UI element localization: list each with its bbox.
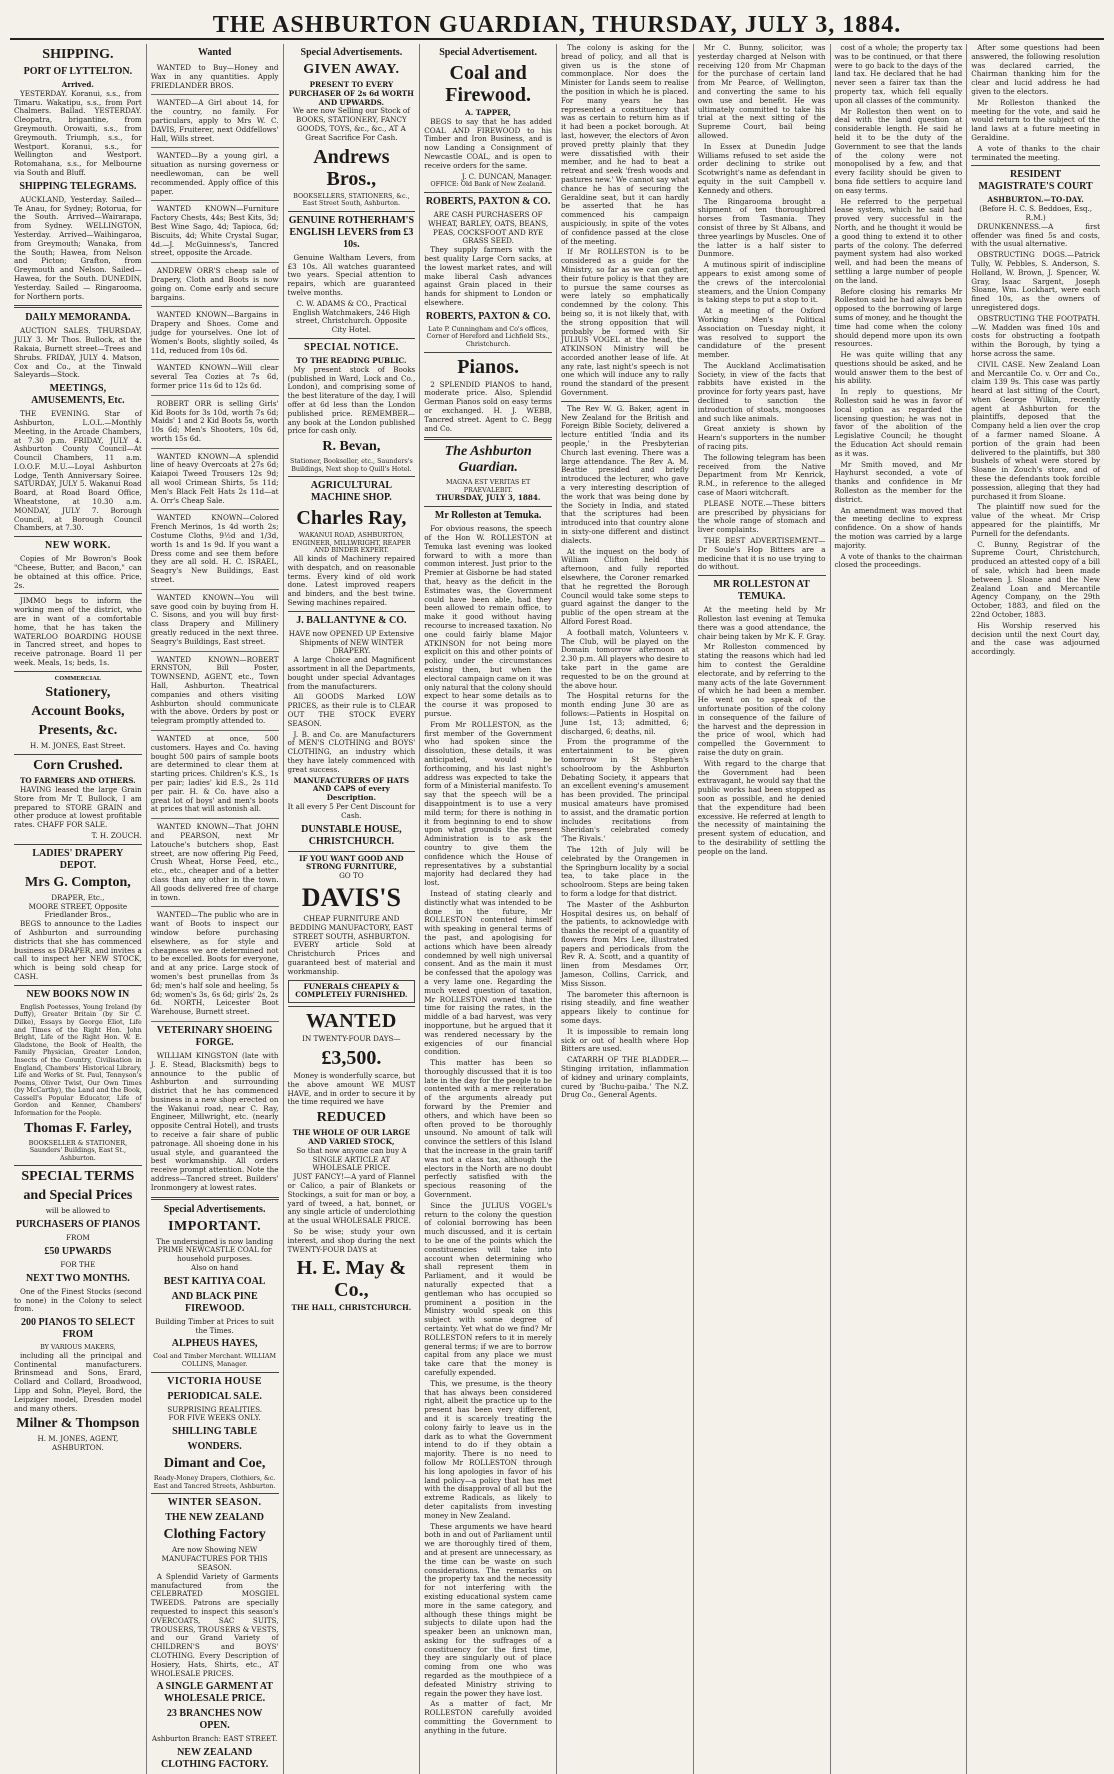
news-paragraph: At the meeting held by Mr Rolleston last evening at Temuka there was a good attendance, the chair being taken by Mr K. F. Gray. — [697, 605, 826, 641]
column-6 — [694, 44, 831, 1774]
next-months-label: NEXT TWO MONTHS. — [25, 1272, 130, 1284]
ladies-heading: LADIES' DRAPERY DEPOT. — [32, 847, 124, 871]
article-paragraph: As a matter of fact, Mr ROLLESTON carefully avoided committing the Government to anything in the future. — [424, 1699, 552, 1735]
news-paragraph: Before closing his remarks Mr Rolleston said he had always been opposed to the borrowing of large sums of money, and he thought the time had come when the colony should depend more upon its own resources. — [834, 286, 963, 349]
court-before: (Before H. C. S. Beddoes, Esq., R.M.) — [979, 204, 1093, 222]
article-paragraph: From Mr ROLLESTON, as the first member of the Government who had spoken since the dissolution, these details, it was anticipated, would be forthcoming, and his last night's address was expected to take the form of a Ministerial manifesto. To say that the speech will be a disappointment is to use a very mild term; for there is nothing in it from beginning to end to show upon what grounds the present Administration is to ask the country to give them the confidence which the House of representatives by a substantial majority had declared they had lost. — [424, 719, 552, 888]
jones-name: H. M. JONES, East Street. — [30, 741, 126, 751]
single-label: A SINGLE GARMENT AT WHOLESALE PRICE. — [156, 1681, 273, 1705]
news-paragraph: A football match, Volunteers v. The Club, will be played on the Domain tomorrow afternoon at 2.30 p.m. All players who desire to take part in the game are requested to be on the ground at the above hour. — [561, 627, 689, 690]
column-7 — [831, 44, 968, 1774]
memoranda-text: AUCTION SALES. THURSDAY, JULY 3. Mr Thos. Bullock, at the Rakaia, Burnett street—Trees and Shrubs. FRIDAY, JULY 4. Matson, Cox and Co., at the Tinwald Saleyards—Stock. — [14, 326, 142, 380]
bevan-heading: R. Bevan, — [322, 439, 381, 455]
ballantyne-heading: J. BALLANTYNE & CO. — [296, 614, 407, 626]
funerals-box: FUNERALS CHEAPLY & COMPLETELY FURNISHED. — [288, 980, 416, 1004]
farley-sub: BOOKSELLER & STATIONER, Saunders' Buildings, East St., Ashburton. — [28, 1138, 128, 1162]
reading-label: TO THE READING PUBLIC. — [296, 355, 407, 365]
hall-label: THE HALL, CHRISTCHURCH. — [291, 1303, 412, 1313]
draper-label: DRAPER, Etc., — [51, 892, 105, 902]
news-paragraph: The Rev W. G. Baker, agent in New Zealand for the British and Foreign Bible Society, delivered a lecture entitled 'India and its people,' in the Presbyterian Church last evening. There was a large attendance. The Rev A. M. Beattie presided and briefly introduced the lecturer, who gave a very interesting description of the work that was being done by the Society in India, and stated that the scriptures had been introduced into that country alone in sixty-one different and distinct dialects. — [561, 403, 689, 545]
thenew-label: THE NEW ZEALAND — [165, 1512, 264, 1524]
ray-heading: Charles Ray, — [296, 507, 407, 530]
makers-label: BY VARIOUS MAKERS, — [40, 1343, 116, 1352]
watch-text: Genuine Waltham Levers, from £3 10s. All watches guaranteed two years. Special attention to repairs, which are guaranteed twelve months. — [287, 252, 416, 297]
special-ads-heading: Special Advertisements. — [163, 1203, 266, 1215]
zouch-name: T. H. ZOUCH. — [91, 831, 142, 840]
finest-text: One of the Finest Stocks (second to none) in the Colony to select from. — [14, 1286, 142, 1314]
reduced-heading: REDUCED — [316, 1110, 386, 1126]
single-article-label: So that now anyone can buy A SINGLE ARTICLE AT WHOLESALE PRICE. — [296, 1145, 407, 1173]
news-paragraph: The Hospital returns for the month ending June 30 are as follows:—Patients in Hospital on June 1st, 13; admitted, 6; discharged, 6; deaths, nil. — [561, 691, 689, 736]
article-paragraph: This matter has been so thoroughly discussed that it is too late in the day for the people to be contented with a mere reiteration of the arguments already put forward by the Premier and others, and which have been so often proved to be thoroughly unsound. No amount of talk will convince the settlers of this Island that the increase in the grain tariff was not a class tax, although the electors in the North are no doubt perfectly satisfied with the specious reasoning of the Government. — [424, 1058, 552, 1200]
court-location: ASHBURTON.—TO-DAY. — [987, 195, 1084, 205]
purchasers-label: PURCHASERS OF PIANOS — [15, 1219, 140, 1231]
allowed-label: will be allowed to — [45, 1206, 110, 1216]
notice-heading: SPECIAL NOTICE. — [304, 341, 399, 353]
special-prices-heading: and Special Prices — [23, 1188, 133, 1204]
ray-sub: WAKANUI ROAD, ASHBURTON, ENGINEER, MILLWRIGHT, REAPER AND BINDER EXPERT. — [292, 531, 411, 555]
from-label: FROM — [66, 1233, 90, 1243]
bevan-sub: Stationer, Bookseller, etc., Saunders's Buildings, Next shop to Quill's Hotel. — [289, 457, 413, 473]
delivery-label: Building Timber at Prices to suit the Times. — [155, 1316, 274, 1335]
vet-heading: VETERINARY SHOEING FORGE. — [156, 1024, 273, 1048]
columns — [10, 43, 1104, 1771]
paxton-heading: ROBERTS, PAXTON & CO. — [425, 195, 551, 207]
tapper-text: BEGS to say that he has added COAL AND FIREWOOD to his Timber and Iron Business, and is now Landing a Consignment of Newcastle COAL, and is open to receive orders for the same. — [424, 116, 552, 170]
wanted-ad: ANDREW ORR'S cheap sale of Drapery, Cloth and Boots is now going on. Come early and secure bargains. — [151, 265, 279, 307]
victoria-heading: VICTORIA HOUSE — [167, 1375, 263, 1387]
column-8 — [967, 44, 1104, 1774]
vet-text: WILLIAM KINGSTON (late with J. E. Stead, Blacksmith) begs to announce to the public of Ashburton and surrounding district that he has commenced business in a new shop erected on the Wakanui road, near C. Ray, Engineer, Millwright, etc. (nearly opposite Central Hotel), and trusts to receive a fair share of public patronage. All shoeing done in his usual style, and guaranteed the best workmanship. All orders receive prompt attention. Note the address—Tancred street. Builders' Ironmongery at lowest rates. — [150, 1050, 279, 1192]
news-paragraph: PLEASE NOTE.—These bitters are prescribed by physicians for the whole range of stomach and liver complaints. — [697, 498, 826, 535]
news-paragraph: The colony is asking for the bread of policy, and all that is given us is the stone of commonplace. Nor does the Minister for Lands seem to realise the position in which he is placed. For many years he has represented a constituency that was as certain to return him as if it had been a pocket borough. At last, however, the electors of Avon proved pretty plainly that they were dissatisfied with their member, and he had to beat a retreat and seek 'fresh woods and pastures new.' We cannot say what chance he has of securing the Geraldine seat, but it can hardly be asserted that he has commenced his campaign auspiciously, in spite of the votes of confidence passed at the close of the meeting. — [561, 43, 689, 246]
pianos-select-label: 200 PIANOS TO SELECT FROM — [20, 1317, 135, 1341]
court-paragraph: His Worship reserved his decision until the next Court day, and the case was adjourned accordingly. — [971, 620, 1100, 657]
motto: MAGNA EST VERITAS ET PRAEVALEBIT. — [445, 478, 531, 494]
column-3 — [284, 44, 421, 1774]
mfrs-label: MANUFACTURERS OF HATS AND CAPS of every Description. — [293, 775, 410, 803]
winter-heading: WINTER SEASON. — [167, 1497, 262, 1509]
column-5 — [557, 44, 694, 1774]
news-paragraph: Mr Rolleston then went on to deal with the land question at considerable length. He said he held it to be the duty of the Government to see that the lands of the colony were not monopolised by a few, and that every facility should be given to bona fide settlers to acquire land on easy terms. — [834, 106, 963, 195]
article-title: Mr Rolleston at Temuka. — [434, 510, 542, 522]
also-label: Also on hand — [191, 1263, 239, 1273]
books-text: English Poetesses, Young Ireland (by Duffy), Greater Britain (by Sir C. Dilke), Essays by George Eliot, Life and Times of the Right Hon. John Bright, Life of the Right Hon. W. E. Gladstone, the Book of Health, the Family Physician, Greater London, Insects of the Country, Civilisation in England, Chambers' Historical Library, Life and Works of St. Paul, Tennyson's Poems, Oliver Twist, Our Own Times (by McCarthy), the Land and the Book, Cassell's Popular Educator, Life of Gordon and Kenner, Chambers' Information for the People. — [14, 1002, 142, 1118]
shipping-heading: SHIPPING. — [42, 47, 114, 62]
news-paragraph: At the inquest on the body of William Clifton held this afternoon, and fully reported elsewhere, the Coroner remarked that he regretted the Borough Council would take some steps to guard against the danger to the public of the open stream at the Alford Forest Road. — [561, 546, 689, 626]
rolleston-heading: MR ROLLESTON AT TEMUKA. — [713, 579, 810, 603]
court-heading: RESIDENT MAGISTRATE'S COURT — [978, 169, 1093, 193]
article-paragraph: This, we presume, is the theory that has always been considered right, albeit the practice up to the present has been very different, and it is scarcely treating the colony fairly to leave us in the dark as to what the Government intend to do if they obtain a majority. There is no need to follow Mr ROLLESTON through his long apologies in favor of his land policy—a policy that has met with the disapproval of all but the extreme Radicals, as likely to deter capitalists from investing money in New Zealand. — [424, 1378, 552, 1520]
news-paragraph: With regard to the charge that the Government had been extravagant, he would say that the public works had been stopped as soon as possible, and he denied that the expenditure had been excessive. He referred at length to the necessity of maintaining the present system of education, and to the desirability of settling the people on the land. — [697, 758, 826, 856]
paxton2-heading: ROBERTS, PAXTON & CO. — [425, 310, 551, 322]
surprising-label: SURPRISING REALITIES. — [167, 1404, 263, 1414]
news-paragraph: An amendment was moved that the meeting decline to express confidence. On a show of hands the motion was carried by a large majority. — [834, 505, 963, 550]
dimant-heading: Dimant and Coe, — [163, 1456, 266, 1472]
news-paragraph: cost of a whole; the property tax was to be continued, or that there were to go back to the days of the land tax. He declared that he had never seen a fairer tax than the property tax, which fell equally upon all classes of the community. — [834, 43, 963, 105]
makers-text: including all the principal and Continental manufacturers. Brinsmead and Sons, Erard, Collard and Collard, Broadwood, Lipp and Sohn, Pleyel, Bord, the Leipziger model, Dresden model and many others. — [14, 1350, 142, 1413]
fancy-text: JUST FANCY!—A yard of Flannel or Calico, a pair of Blankets or Stockings, a suit for man or boy, a yard of tweed, a hat, bonnet, or any single article of underclothing at the usual WHOLESALE PRICE. — [287, 1172, 416, 1226]
wanted-ad: WANTED KNOWN—Furniture Factory Chests, 44s; Best Kits, 3d; Best Wine Sago, 4d; Tapioca, 6d; Biscuits, 4d; White Crystal Sugar, 4d.—J. McGuinness's, Tancred street, opposite the Arcade. — [151, 203, 279, 263]
genuine-heading: GENUINE ROTHERHAM'S ENGLISH LEVERS from £3 10s. — [288, 214, 415, 250]
andrews-heading: Andrews Bros., — [313, 145, 390, 190]
davis-sub: CHEAP FURNITURE AND BEDDING MANUFACTORY, EAST STREET SOUTH, ASHBURTON. — [289, 913, 414, 941]
news-paragraph: If Mr ROLLESTON is to be considered as a guide for the Ministry, so far as we can gather, their future policy is that they are to pursue the same courses as were lately so emphatically condemned by the colony. This being so, it is not likely that, with the strong opposition that will probably be formed with Sir JULIUS VOGEL at the head, the ATKINSON Ministry will be accorded another lease of life. At any rate, last night's speech is not one which will induce any to rally round the standard of the present Government. — [561, 247, 689, 398]
news-paragraph: The Auckland Acclimatisation Society, in view of the facts that rabbits have existed in the province for forty years past, have declined to sanction the introduction of stoats, mongooses and such like animals. — [697, 360, 826, 423]
wanted-ad: WANTED KNOWN—That JOHN and PEARSON, next Mr Latouche's butchers shop, East street, are now offering Pig Feed, Crush Wheat, Horse Feed, etc., etc., etc., cheaper and of a better class than any other in the town. All goods delivered free of charge in town. — [151, 821, 279, 907]
new-work-text: Copies of Mr Bowron's Book "Cheese, Butter, and Bacon," can be obtained at this office. Price, 2s. — [14, 554, 142, 590]
masthead: THE ASHBURTON GUARDIAN, THURSDAY, JULY 3, 1884. — [10, 10, 1104, 40]
news-paragraph: Mr Rolleston commenced by stating the reasons which had led him to contest the Geraldine electorate, and by referring to the many acts of the late Government of which he had been a member. He went on to speak of the unfortunate position of the colony in consequence of the failure of the harvest and the depression in the price of wool, which had compelled the Government to raise the duty on grain. — [697, 642, 826, 757]
fewweeks-label: FOR FIVE WEEKS ONLY. — [168, 1413, 261, 1423]
guardian-title: The Ashburton Guardian. — [444, 444, 532, 476]
ray-text: All kinds of Machinery repaired with despatch, and on reasonable terms. Every kind of old work done. Latest improved reapers and binders, and the best twine. Sewing machines repaired. — [287, 554, 416, 608]
paxton2-sub: Late P. Cunningham and Co's offices, Corner of Hereford and Lichfield Sts., Christchurch. — [426, 324, 550, 348]
may-heading: H. E. May & Co., — [296, 1257, 407, 1302]
dunstable-label: DUNSTABLE HOUSE, CHRISTCHURCH. — [301, 823, 402, 847]
given-heading: GIVEN AWAY. — [303, 62, 400, 77]
news-paragraph: From the programme of the entertainment to be given tomorrow in St Stephen's schoolroom by the Ashburton Debating Society, it appears that an excellent evening's amusement has been provided. The principal musical amateurs have promised to assist, and the dramatic portion includes recitations from Sheridan's celebrated comedy 'The Rivals.' — [561, 737, 689, 844]
court-paragraph: OBSTRUCTING DOGS.—Patrick Tully, W. Pebbles, S. Anderson, S. Holland, W. Brown, J. Spencer, W. Gray, Isaac Sargent, Joseph Sloane, Wm. Lockhart, were each fined 10s, as the owners of unregistered dogs. — [971, 250, 1100, 312]
news-paragraph: After some questions had been answered, the following resolution was declared carried, the Chairman thanking him for the clear and lucid address he had given to the electors. — [971, 43, 1100, 96]
commercial-label: COMMERCIAL — [54, 674, 102, 682]
special-ad-heading: Special Advertisement. — [439, 47, 537, 58]
news-paragraph: A mutinous spirit of indiscipline appears to exist among some of the crews of the intercolonial steamers, and the Union Company is taking steps to put a stop to it. — [697, 260, 826, 305]
court-paragraph: OBSTRUCTING THE FOOTPATH.—W. Madden was fined 10s and costs for obstructing a footpath within the Borough, by tying a horse across the same. — [971, 313, 1100, 358]
pine-label: AND BLACK PINE FIREWOOD. — [171, 1290, 258, 1314]
coal-heading: Coal and Firewood. — [445, 62, 531, 106]
coal-label: BEST KAITIYA COAL — [163, 1275, 266, 1287]
corn-heading: Corn Crushed. — [33, 758, 123, 774]
news-paragraph: A vote of thanks to the chair terminated the meeting. — [971, 143, 1100, 162]
wanted-ad: WANTED—By a young girl, a situation as nursing governess or needlewoman, can be well recommended. Apply office of this paper. — [151, 150, 279, 201]
clothing-heading: Clothing Factory — [163, 1527, 266, 1543]
paxton-sub: ARE CASH PURCHASERS OF WHEAT, BARLEY, OATS, BEANS, PEAS, COCKSFOOT AND RYE GRASS SEED. — [428, 209, 549, 246]
meetings-heading: MEETINGS, AMUSEMENTS, Etc. — [31, 383, 125, 407]
tapper-name: A. TAPPER, — [465, 108, 512, 117]
wanted-ad: WANTED—A Girl about 14, for the country, no family. For particulars, apply to Mrs W. C. DAVIS, Fruiterer, next Oddfellows' Hall, Wills street. — [151, 97, 279, 148]
collins-label: Coal and Timber Merchant. WILLIAM COLLINS, Manager. — [153, 1352, 277, 1369]
nzcf-label: NEW ZEALAND CLOTHING FACTORY. — [160, 1747, 269, 1771]
column-1 — [10, 44, 147, 1774]
court-paragraph: The plaintiff now sued for the value of the wheat. Mr Crisp appeared for the plaintiffs, Mr Purnell for the defendants. — [971, 502, 1100, 538]
news-paragraph: The Master of the Ashburton Hospital desires us, on behalf of the patients, to acknowledge with thanks the receipt of a quantity of flowers from Mrs Lee, illustrated papers and periodicals from the Rev R. A. Scott, and a quantity of linen from Mesdames Orr, Jameson, Collins, Carrick, and Miss Sisson. — [561, 899, 689, 988]
manufacture-text: J. B. and Co. are Manufacturers of MEN'S CLOTHING and BOYS' CLOTHING, an industry which they have lately commenced with great success. — [287, 729, 416, 774]
prices-text: All GOODS Marked LOW PRICES, as their rule is to CLEAR OUT THE STOCK EVERY SEASON. — [287, 692, 416, 728]
arrived-label: Arrived. — [61, 80, 94, 89]
article-paragraph: Instead of stating clearly and distinctly what was intended to be done in the future, Mr ROLLESTON contented himself with speaking in general terms of the past, and apologising for actions which have been already condemned by well nigh universal consent. And as the main it must be confessed that the apology was a very lame one. Regarding the much vexed question of taxation, Mr ROLLESTON owned that the time for raising the rates, in the middle of a bad harvest, was very inopportune, but he argued that it was rendered necessary by the exigencies of our financial condition. — [424, 888, 552, 1057]
stationery-heading: Stationery, — [45, 685, 111, 701]
davis-text: EVERY article Sold at Christchurch Prices and guaranteed best of material and workmanship. — [287, 940, 416, 976]
forthe-label: FOR THE — [60, 1260, 96, 1270]
branches-label: 23 BRANCHES NOW OPEN. — [166, 1708, 263, 1732]
port-heading: PORT OF LYTTELTON. — [23, 66, 133, 77]
duncan-name: J. C. DUNCAN, Manager. — [461, 171, 552, 181]
news-paragraph: THE BEST ADVERTISEMENT—Dr Soule's Hop Bitters are a medicine that it is no use trying to do without. — [697, 536, 826, 572]
money-text: Money is wonderfully scarce, but the above amount WE MUST HAVE, and in order to secure it by the time required we have — [287, 1070, 416, 1107]
new-work-heading: NEW WORK. — [44, 540, 111, 552]
telegrams-text: AUCKLAND, Yesterday. Sailed—Te Anau, for Sydney; Rotorua, for the South. Arrived—Wairarapa, from Sydney. WELLINGTON, Yesterday. Arrived—Waihingaroa, from Greymouth; Wanaka, from the South; Hawea, from Nelson and Picton; Grafton, from Greymouth and Nelson. Sailed—Hawea, for the South. DUNEDIN, Yesterday. Sailed — Ringarooma, for Northern ports. — [14, 194, 142, 301]
winter-text: A Splendid Variety of Garments manufactured from the CELEBRATED MOSGIEL TWEEDS. Patrons are specially requested to inspect this season's OVERCOATS, SAC SUITS, TROUSERS, TROUSERS & VESTS, and our Grand Variety of CHILDREN'S and BOYS' CLOTHING. Every Description of Hosiery, Hats, Shirts, etc., AT WHOLESALE PRICES. — [150, 1571, 279, 1678]
corn-text: HAVING leased the large Grain Store from Mr T. Bullock, I am prepared to STORE GRAIN and other produce at lowest profitable rates. CHAFF FOR SALE. — [14, 785, 142, 830]
wanted-ad: ROBERT ORR is selling Girls' Kid Boots for 3s 10d, worth 7s 6d; Maids' 1 and 2 Kid Boots 5s, worth 10s 6d; Men's Shooters, 10s 6d, worth 15s 6d. — [151, 398, 279, 449]
selling-text: We are now Selling our Stock of BOOKS, STATIONERY, FANCY GOODS, TOYS, &c., &c., AT A Great Sacrifice For Cash. — [292, 106, 410, 142]
column-2 — [147, 44, 284, 1774]
office-label: OFFICE: Old Bank of New Zealand. — [430, 180, 546, 189]
court-paragraph: C. Bunny, Registrar of the Supreme Court, Christchurch, produced an attested copy of a bill of sale, which had been made between J. Sloane and the New Zealand Loan and Mercantile Agency Company, on the 29th October, 1883, and filed on the 22nd October, 1883. — [971, 539, 1100, 620]
news-paragraph: In Essex at Dunedin Judge Williams refused to set aside the order declining to strike out Scotwright's name as defendant in equity in the suit Campbell v. Kennedy and others. — [697, 141, 826, 195]
davis-heading: DAVIS'S — [301, 882, 401, 912]
wanted-ad: WANTED at once, 500 customers. Hayes and Co. having bought 500 pairs of sample boots are determined to clear them at starting prices. Children's K.S., 1s per pair; ladies' kid E.S., 2s 11d per pair. H. & Co. have also a great lot of boys' and men's boots at prices that will astonish all. — [151, 733, 279, 819]
whole-label: THE WHOLE OF OUR LARGE AND VARIED STOCK, — [292, 1128, 411, 1146]
hayes-name: ALPHEUS HAYES, — [171, 1338, 258, 1350]
news-paragraph: The following telegram has been received from the Native Department from Mr Kenrick, R.M., in reference to the alleged case of Maori witchcraft. — [697, 452, 826, 498]
news-paragraph: It is impossible to remain long sick or out of health where Hop Bitters are used. — [561, 1026, 689, 1054]
special-ads-heading: Special Advertisements. — [300, 47, 403, 58]
column-4 — [420, 44, 557, 1774]
wanted-heading: WANTED — [305, 1010, 397, 1033]
branch-label: Ashburton Branch: EAST STREET. — [151, 1734, 278, 1744]
court-paragraph: CIVIL CASE. New Zealand Loan and Mercantile Co. v. Orr and Co., claim 139 9s. This case was partly heard at last sitting of the Court, when George Wilkin, recently agent at Ashburton for the plaintiffs, deposed that the Company held a lien over the crop of a farmer named Sloane. A portion of the grain had been delivered to the plaintiffs, but 380 bushels of wheat were stored by Sloane in Zouch's store, and of these the defendants took forcible possession, alleging that they had purchased it from Sloane. — [971, 359, 1100, 501]
compton-text: BEGS to announce to the Ladies of Ashburton and surrounding districts that she has commenced business as DRAPER, and invites a call to inspect her NEW STOCK, which is being sold cheap for CASH. — [14, 919, 142, 981]
go-label: GO TO — [339, 871, 364, 881]
wise-text: So be wise; study your own interest, and shop during the next TWENTY-FOUR DAYS at — [287, 1226, 416, 1254]
news-paragraph: At a meeting of the Oxford Working Men's Political Association on Tuesday night, it was resolved to support the candidature of the present member. — [697, 306, 826, 360]
arrivals-text: YESTERDAY. Koranui, s.s., from Timaru. Wakatipu, s.s., from Port Chalmers. Ballad. YESTERDAY. Cleopatra, brigantine, from Greymouth. Orowaiti, s.s., from Greymouth. Triumph, s.s., for Westport. Koranui, s.s., for Wellington and Westport. Rotomahana, s.s., for Melbourne via South and Bluff. — [14, 88, 142, 177]
wanted-ad: WANTED KNOWN—A splendid line of heavy Overcoats at 27s 6d; Kaiapoi Tweed Trousers 12s 9d; all wool Crimean Shirts, 5s 11d; Men's Black Felt Hats 2s 11d—at A. Orr's Cheap Sale. — [151, 451, 279, 511]
wanted-ad: WANTED KNOWN—Colored French Merinos, 1s 4d worth 2s; Costume Cloths, 9½d and 1/3d, worth 1s and 1s 9d. If you want a Dress come and see them before they are all sold. H. C. ISRAEL, Seagry's New Buildings, East street. — [151, 512, 279, 589]
agri-heading: AGRICULTURAL MACHINE SHOP. — [310, 480, 393, 504]
present-label: PRESENT TO EVERY PURCHASER OF 2s 6d WORTH AND UPWARDS. — [288, 80, 414, 107]
andrews-sub: BOOKSELLERS, STATIONERS, &c., East Street South, Ashburton. — [293, 191, 410, 208]
telegrams-heading: SHIPPING TELEGRAMS. — [19, 180, 137, 192]
news-paragraph: CATARRH OF THE BLADDER.—Stinging irritation, inflammation of kidney and urinary complaints, cured by 'Buchu-paiba.' The N.Z. Drug Co., General Agents. — [561, 1055, 689, 1100]
within-label: IN TWENTY-FOUR DAYS— — [302, 1034, 401, 1044]
pianos-heading: Pianos. — [457, 355, 519, 378]
article-paragraph: Since the JULIUS VOGEL's return to the colony the question of colonial borrowing has been much discussed, and it is certain to be one of the points which the constituencies will take into account when determining who shall represent them in Parliament, and it would be naturally expected that a gentleman who has occupied so prominent a position in the Ministry would speak on this subject with some degree of certainty. Yet what do we find? Mr ROLLESTON refers to it in merely general terms; if we are to borrow capital from any place we must take care that the money is carefully expended. — [424, 1200, 552, 1377]
pianos-text: 2 SPLENDID PIANOS to hand, moderate price. Also, Splendid German Pianos sold on easy terms or exchanged. H. J. WEBB, Tancred street. Agent to C. Begg and Co. — [424, 379, 552, 433]
article-paragraph: These arguments we have heard both in and out of Parliament until we are thoroughly tired of them, and at present are unnecessary, as the time can be waste on such considerations. The remarks on the property tax and the necessity for not interfering with the existing educational system came more in the same category, and although these things might be subjects to dilate upon had the speaker been an unknown man, asking for the suffrages of a constituency for the first time, they are singularly out of place coming from one who was regarded as the mouthpiece of a defeated Ministry striving to regain the power they have lost. — [424, 1521, 552, 1698]
news-paragraph: In reply to questions, Mr Rolleston said he was in favor of local option as regarded the licensing question; he was not in favor of the abolition of the Legislative Council; he thought the Education Act should remain as it was. — [834, 387, 963, 458]
amount-label: £50 UPWARDS — [44, 1246, 112, 1258]
adams-label: C. W. ADAMS & CO., Practical English Watchmakers, 246 High street, Christchurch. Opposite City Hotel. — [292, 298, 411, 335]
special-terms-heading: SPECIAL TERMS — [21, 1169, 135, 1185]
farmers-label: TO FARMERS AND OTHERS. — [20, 776, 136, 786]
important-text: The undersigned is now landing PRIME NEWCASTLE COAL for household purposes. — [156, 1236, 274, 1264]
wonders-label: WONDERS. — [187, 1441, 242, 1453]
jimmo-ad: JIMMO begs to inform the working men of the district, who are in want of a comfortable home, that he has taken the WATERLOO BOARDING HOUSE in Tancred street, and hopes to receive patronage. Board 1l per week. Meals, 1s; beds, 1s. — [14, 596, 142, 668]
presents-heading: Presents, &c. — [38, 723, 118, 739]
court-paragraph: DRUNKENNESS.—A first offender was fined 5s and costs, with the usual alternative. — [971, 221, 1100, 249]
periodical-heading: PERIODICAL SALE. — [167, 1390, 262, 1402]
news-paragraph: Mr Smith moved, and Mr Hayhurst seconded, a vote of thanks and confidence in Mr Rolleston as the member for the district. — [834, 459, 963, 504]
wanted-ad: WANTED—The public who are in want of Boots to inspect our window before purchasing elsewhere, as for style and cheapness we are determined not to be excelled. Boots for everyone, and at any price. Large stock of women's best prunellas from 3s 6d; men's half sole and heeling, 5s 6d; women's 3s, 6s 6d; girls' 2s, 2s 6d. NORTH, Leicester Boot Warehouse, Burnett street. — [151, 909, 279, 1022]
books-heading: NEW BOOKS NOW IN — [26, 988, 130, 1000]
furniture-label: IF YOU WANT GOOD AND STRONG FURNITURE, — [299, 853, 404, 872]
paxton-text: They supply farmers with the best quality Large Corn sacks, at the lowest market rates, and will make liberal Cash advances against Grain placed in their hands for shipment to London or elsewhere. — [424, 245, 552, 307]
memoranda-heading: DAILY MEMORANDA. — [25, 312, 131, 324]
news-paragraph: The 12th of July will be celebrated by the Orangemen in the Springburn locality by a social tea, to take place in the schoolroom. Steps are being taken to form a lodge for that district. — [561, 844, 689, 898]
reading-text: My present stock of Books (published in Ward, Lock and Co., London), and comprising some of the best literature of the day, I will offer at 6d less than the London published price. REMEMBER—any book at the London published price for cash only. — [287, 364, 416, 436]
agent-label: H. M. JONES, AGENT, ASHBURTON. — [37, 1434, 119, 1453]
ballantyne-sub: HAVE now OPENED UP Extensive Shipments of NEW WINTER DRAPERY. — [288, 628, 415, 656]
article-paragraph: For obvious reasons, the speech of the Hon W. ROLLESTON at Temuka last evening was looked forward to with a more than common interest. Just prior to the Premier at Gisborne be had stated that, heavy as the deficit in the Estimates was, the Government could have been able, had they been allowed to remain office, to make it good without having recourse to increased taxation. No one could fairly blame Major ATKINSON for not being more explicit on this and other points of policy, under the circumstances existing then, but when the electoral campaign came on it was only natural that the colony should expect to hear some details as to the course it was proposed to pursue. — [424, 524, 552, 719]
milner-heading: Milner & Thompson — [16, 1416, 140, 1432]
wanted-ad: WANTED KNOWN—Will clear several Tea Cozies at 7s 6d, former price 11s 6d to 12s 6d. — [151, 362, 279, 395]
ballantyne-text: A large Choice and Magnificent assortment in all the Departments, bought under special Advantages from the manufacturers. — [287, 655, 416, 691]
news-paragraph: He was quite willing that any questions should be asked, and he would answer them to the best of his ability. — [834, 350, 963, 386]
shilling-label: SHILLING TABLE — [172, 1426, 258, 1438]
important-heading: IMPORTANT. — [168, 1218, 262, 1234]
news-paragraph: He referred to the perpetual lease system, which he said had proved very successful in the North, and he thought it would be a good thing to extend it to other parts of the colony. The deferred payment system had also worked well, and had been the means of settling a large number of people on the land. — [834, 196, 963, 285]
issue-date: THURSDAY, JULY 3, 1884. — [435, 493, 541, 503]
news-paragraph: Great anxiety is shown by Hearn's supporters in the number of racing pits. — [697, 424, 826, 452]
dimant-sub: Ready-Money Drapers, Clothiers, &c. East and Tancred Streets, Ashburton. — [153, 1474, 276, 1490]
news-paragraph: Mr C. Bunny, solicitor, was yesterday charged at Nelson with receiving 120 from Mr Chapman for the purchase of certain land from Mr Pearce, of Wellington, and converting the same to his own use and benefit. He was ultimately committed to take his trial at the next sitting of the Supreme Court, bail being allowed. — [697, 43, 826, 140]
now-label: Are now Showing NEW MANUFACTURES FOR THIS SEASON. — [161, 1545, 268, 1572]
news-paragraph: Mr Rolleston thanked the meeting for the vote, and said he would return to the subject of the land laws at a future meeting in Geraldine. — [971, 97, 1100, 142]
news-paragraph: The Ringarooma brought a shipment of ten thoroughbred horses from Tasmania. They consist of three by St Albans, and three yearlings by Muscles. One of the latter is a half sister to Dunmore. — [697, 196, 826, 259]
wanted-ad: WANTED KNOWN—Bargains in Drapery and Shoes. Come and judge for yourselves. One lot of Women's Boots, slightly soiled, 4s 11d, reduced from 10s 6d. — [151, 309, 279, 360]
news-paragraph: A vote of thanks to the chairman closed the proceedings. — [834, 551, 963, 570]
compton-heading: Mrs G. Compton, — [24, 874, 131, 890]
meetings-text: THE EVENING. Star of Ashburton, L.O.L.—Monthly Meeting, in the Arcade Chambers, at 7.30 p.m. FRIDAY, JULY 4. Ashburton County Council—At Council Chambers, 11 a.m. I.O.O.F. M.U.—Loyal Ashburton Lodge, Tenth Anniversary Soiree. SATURDAY, JULY 5. Wakanui Road Board, at Road Board Office, Wheatstone, at 10.30 a.m. MONDAY, JULY 7. Borough Council, at Borough Council Chambers, at 7.30. — [14, 409, 142, 533]
wanted-ad: WANTED to Buy—Honey and Wax in any quantities. Apply FRIEDLANDER BROS. — [151, 62, 279, 95]
news-paragraph: The barometer this afternoon is rising steadily, and fine weather appears likely to continue for some days. — [561, 989, 689, 1026]
account-heading: Account Books, — [31, 704, 125, 720]
wanted-ad: WANTED KNOWN—ROBERT ERNSTON, Bill Poster, TOWNSEND, AGENT, etc., Town Hall, Ashburton. Theatrical companies and others visiting Ashburton should communicate with the above. Orders by post or telegram promptly attended to. — [151, 654, 279, 731]
discount-label: It all every 5 Per Cent Discount for Cash. — [287, 802, 416, 820]
wanted-heading: Wanted — [197, 47, 232, 58]
moore-label: MOORE STREET, Opposite Friedlander Bros., — [28, 901, 128, 920]
money-amount: £3,500. — [321, 1046, 382, 1069]
farley-heading: Thomas F. Farley, — [24, 1120, 132, 1136]
wanted-ad: WANTED KNOWN—You will save good coin by buying from H. C. Sisons, and you will buy first-class Drapery and Millinery greatly reduced in the next three. Seagry's Buildings, East street. — [151, 592, 279, 652]
